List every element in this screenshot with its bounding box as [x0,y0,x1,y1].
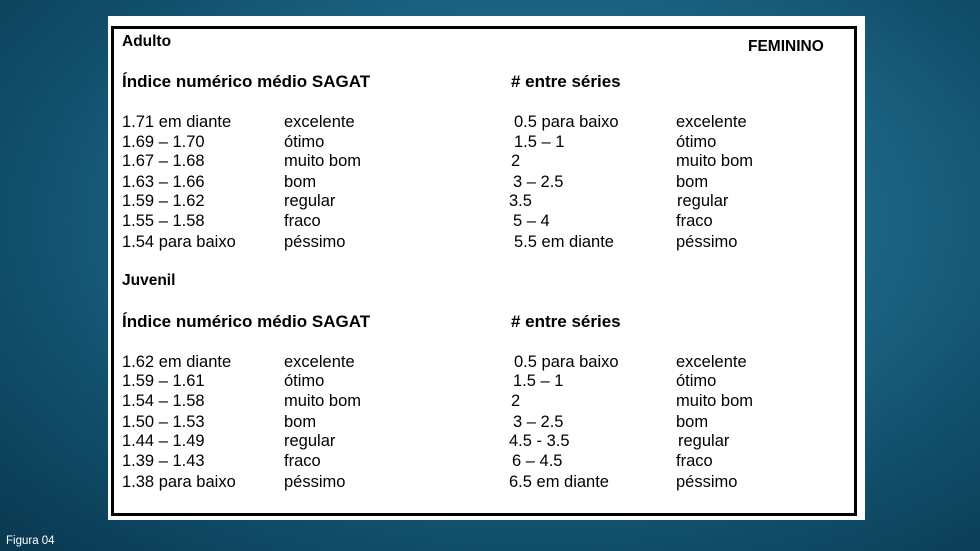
index-range: 1.50 – 1.53 [122,413,205,431]
index-rating: fraco [284,452,321,470]
series-rating: regular [678,432,730,450]
series-range: 3 – 2.5 [513,173,564,191]
series-rating: muito bom [676,392,754,410]
index-range: 1.63 – 1.66 [122,173,205,191]
index-rating: muito bom [284,152,362,170]
series-range: 5.5 em diante [514,233,614,251]
series-range: 1.5 – 1 [514,133,565,151]
series-range: 6 – 4.5 [512,452,563,470]
index-column-header: Índice numérico médio SAGAT [122,72,371,91]
index-column-header: Índice numérico médio SAGAT [122,312,371,331]
index-range: 1.54 para baixo [122,233,236,251]
series-range: 3 – 2.5 [513,413,564,431]
series-column-header: # entre séries [511,72,621,91]
series-rating: fraco [676,452,713,470]
series-column-header: # entre séries [511,312,621,331]
series-rating: muito bom [676,152,754,170]
section-title: Adulto [122,33,172,50]
series-rating: bom [676,413,709,431]
index-range: 1.67 – 1.68 [122,152,205,170]
index-rating: regular [284,432,336,450]
series-range: 6.5 em diante [509,473,609,491]
series-rating: bom [676,173,709,191]
series-range: 2 [511,392,521,410]
series-rating: excelente [676,353,747,371]
index-rating: muito bom [284,392,362,410]
index-range: 1.62 em diante [122,353,232,371]
series-rating: ótimo [676,372,717,390]
index-rating: bom [284,413,317,431]
series-range: 0.5 para baixo [514,113,619,131]
index-rating: péssimo [284,473,346,491]
table-frame [111,26,857,516]
index-rating: excelente [284,113,355,131]
index-rating: regular [284,192,336,210]
series-rating: péssimo [676,473,738,491]
series-rating: regular [677,192,729,210]
series-range: 3.5 [509,192,532,210]
series-rating: ótimo [676,133,717,151]
series-rating: excelente [676,113,747,131]
index-rating: ótimo [284,133,325,151]
index-rating: ótimo [284,372,325,390]
index-rating: fraco [284,212,321,230]
index-range: 1.54 – 1.58 [122,392,205,410]
series-range: 0.5 para baixo [514,353,619,371]
index-range: 1.59 – 1.61 [122,372,205,390]
index-rating: péssimo [284,233,346,251]
index-range: 1.38 para baixo [122,473,236,491]
series-range: 2 [511,152,521,170]
index-range: 1.59 – 1.62 [122,192,205,210]
index-rating: bom [284,173,317,191]
figure-caption: Figura 04 [6,535,55,547]
index-range: 1.71 em diante [122,113,232,131]
series-range: 4.5 - 3.5 [509,432,570,450]
index-range: 1.55 – 1.58 [122,212,205,230]
index-rating: excelente [284,353,355,371]
section-title: Juvenil [122,272,176,289]
gender-label: FEMININO [748,38,824,55]
series-rating: fraco [676,212,713,230]
series-rating: péssimo [676,233,738,251]
series-range: 5 – 4 [513,212,550,230]
series-range: 1.5 – 1 [513,372,564,390]
index-range: 1.69 – 1.70 [122,133,205,151]
index-range: 1.39 – 1.43 [122,452,205,470]
slide-card [108,16,865,520]
index-range: 1.44 – 1.49 [122,432,205,450]
